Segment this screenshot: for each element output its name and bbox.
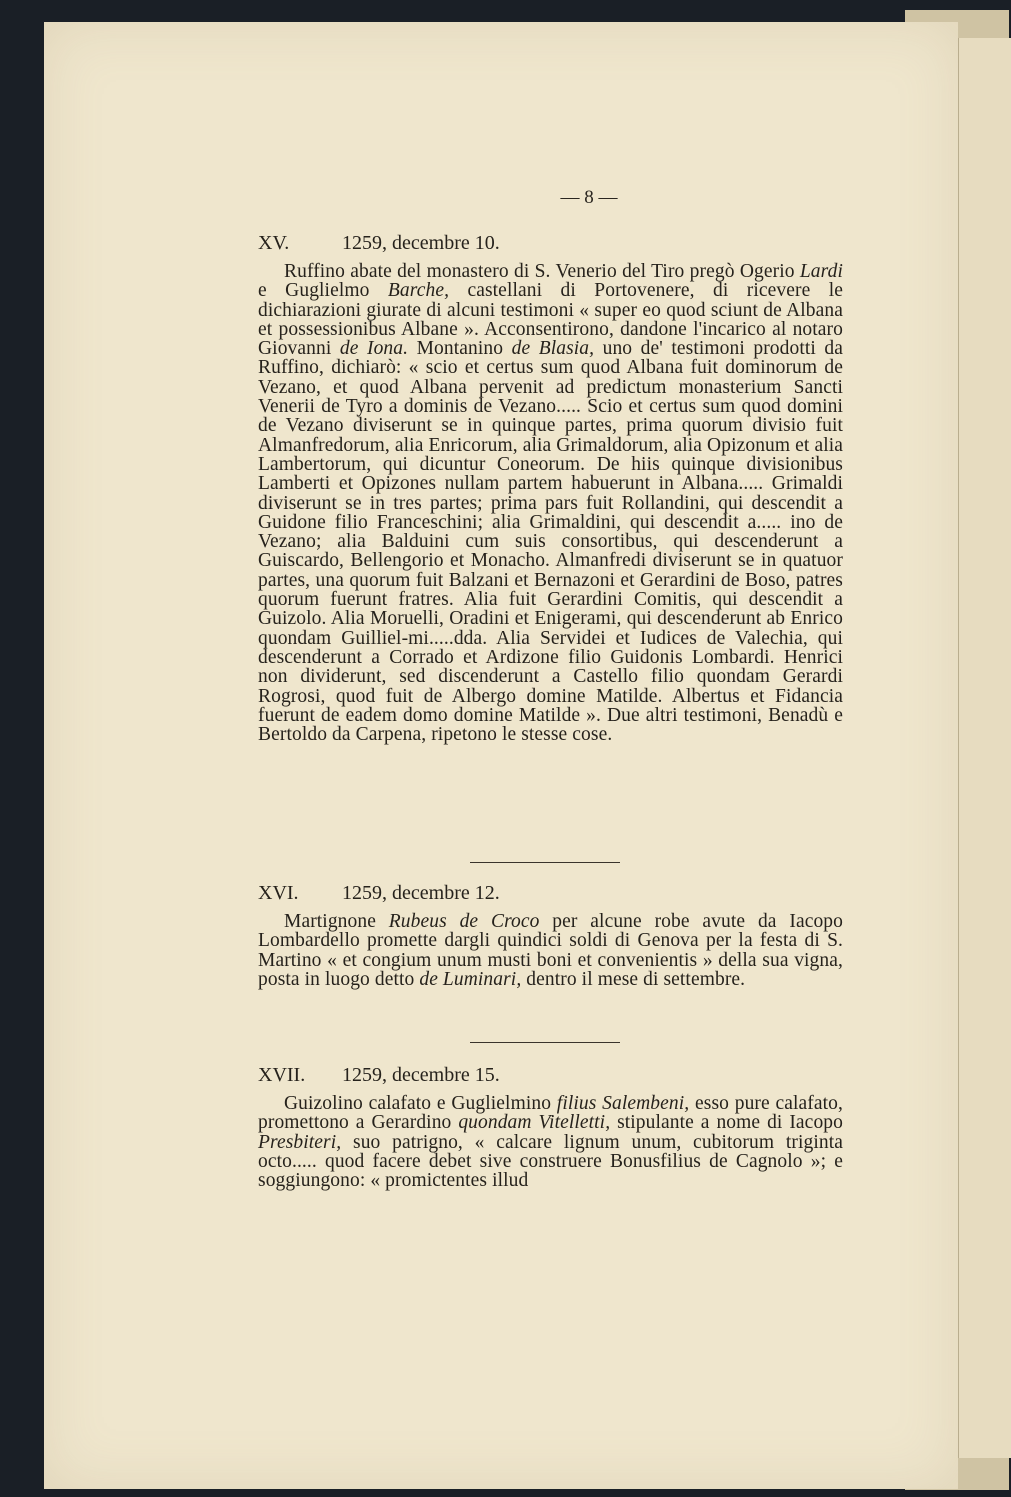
text-run: esso pure calafato, promettono a Gerardino <box>258 1093 843 1134</box>
italic-name: Rubeus de Croco <box>388 911 540 932</box>
entry-date: 1259, decembre 12. <box>342 882 500 904</box>
text-run: castellani di Portovenere, di ricevere le dichiarazioni giurate di alcuni testimoni « super eo quod sciunt de Albana et possessionibus Albane ». Acconsentirono, dandone l'incarico al notaro Giovanni <box>258 280 844 360</box>
entry-number: XVI. <box>258 882 299 904</box>
entry-header <box>258 232 843 262</box>
section-divider <box>470 1042 620 1043</box>
text-run: e Guglielmo <box>258 280 388 302</box>
italic-name: quondam Vitelletti, <box>458 1112 611 1134</box>
page-number: — 8 — <box>560 187 618 208</box>
italic-name: Barche, <box>387 280 450 302</box>
text-run: Martignone <box>284 911 389 932</box>
entry-body <box>258 912 843 989</box>
text-run: Montanino <box>408 338 512 360</box>
entry-xv <box>258 232 843 744</box>
entry-body <box>258 1094 843 1190</box>
entry-number: XV. <box>258 232 290 254</box>
text-run: suo patrigno, « calcare lignum unum, cubitorum triginta octo..... quod facere debet sive construere Bonusfilius de Cagnolo »; e soggiungono: « promictentes illud <box>258 1131 843 1192</box>
text-run: stipulante a nome di Iacopo <box>610 1112 843 1134</box>
next-page-edge <box>958 38 1011 1458</box>
entry-date: 1259, decembre 10. <box>342 232 500 254</box>
entry-number: XVII. <box>258 1064 306 1086</box>
section-divider <box>470 862 620 863</box>
italic-name: Lardi <box>799 261 843 282</box>
italic-name: Presbiteri, <box>258 1131 342 1153</box>
entry-header <box>258 882 843 912</box>
entry-body <box>258 262 843 744</box>
italic-name: filius Salembeni, <box>556 1093 690 1114</box>
text-run: Ruffino abate del monastero di S. Venerio del Tiro pregò Ogerio <box>284 261 800 282</box>
text-run: uno de' testimoni prodotti da Ruffino, dichiarò: « scio et certus sum quod Albana fuit dominorum de Vezano, et quod Albana pervenit ad predictum monasterium Sancti Venerii de Tyro a dominis de Vezano..... Scio et certus sum quod domini de Vezano diviserunt se in quinque partes, prima quorum divisio fuit Almanfredorum, alia Enricorum, alia Grimaldorum, alia Opizonum et alia Lambertorum, qui dicuntur Coneorum. De hiis quinque divisionibus Lamberti et Opizones nullam partem habuerunt in Albana..... Grimaldi diviserunt se in tres partes; prima pars fuit Rollandini, qui descendit a Guidone filio Franceschini; alia Grimaldini, qui descendit a..... ino de Vezano; alia Balduini cum suis consortibus, qui descenderunt a Guiscardo, Bellengorio et Monacho. Almanfredi diviserunt se in quatuor partes, una quorum fuit Balzani et Bernazoni et Gerardini de Boso, patres quorum fuerunt fratres. Alia fuit Gerardini Comitis, qui descendit a Guizolo. Alia Moruelli, Oradini et Enigerami, qui descenderunt ab Enrico quondam Guilliel-mi.....dda. Alia Servidei et Iudices de Valechia, qui descenderunt a Corrado et Ardizone filio Guidonis Lombardi. Henrici non dividerunt, sed discenderunt a Castello filio quondam Gerardi Rogrosi, quod fuit de Albergo domine Matilde. Albertus et Fidancia fuerunt de eadem domo domine Matilde ». Due altri testimoni, Benadù e Bertoldo da Carpena, ripetono le stesse cose. <box>258 338 843 746</box>
entry-xvii <box>258 1064 843 1190</box>
text-run: per alcune robe avute da Iacopo Lombardello promette dargli quindici soldi di Genova per la festa di S. Martino « et congium unum musti boni et convenientis » della sua vigna, posta in luogo detto <box>258 911 843 990</box>
italic-name: de Blasia, <box>511 338 595 360</box>
entry-header <box>258 1064 843 1094</box>
italic-name: de Luminari, <box>419 968 522 990</box>
text-run: dentro il mese di settembre. <box>521 968 746 990</box>
entry-xvi <box>258 882 843 989</box>
entry-date: 1259, decembre 15. <box>342 1064 500 1086</box>
italic-name: de Iona. <box>339 338 409 360</box>
text-run: Guizolino calafato e Guglielmino <box>284 1093 557 1114</box>
